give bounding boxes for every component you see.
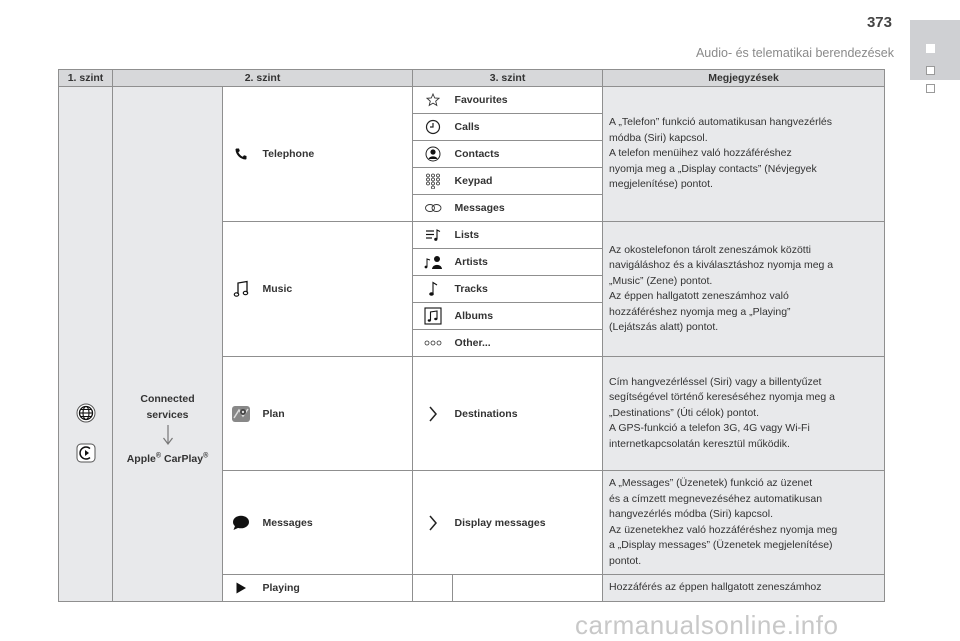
column-header-notes: Megjegyzések (603, 70, 885, 87)
level2-messages: Messages (259, 471, 413, 575)
globe-icon (76, 403, 96, 423)
plan-icon-cell (223, 357, 259, 471)
music-note-icon (233, 280, 249, 298)
level3-lists: Lists (453, 222, 603, 249)
tracks-icon-cell (413, 276, 453, 303)
level3-favourites: Favourites (453, 87, 603, 114)
level3-contacts: Contacts (453, 141, 603, 168)
speech-bubble-icon (232, 515, 250, 531)
level2-playing: Playing (259, 575, 413, 602)
carplay-icon (76, 443, 96, 463)
calls-icon-cell (413, 114, 453, 141)
keypad-icon-cell (413, 168, 453, 195)
chapter-tab[interactable] (926, 66, 935, 75)
level2-telephone: Telephone (259, 87, 413, 222)
messages-level2-icon-cell (223, 471, 259, 575)
phone-icon-cell (223, 87, 259, 222)
more-dots-icon (424, 339, 442, 347)
keypad-icon (425, 173, 441, 189)
empty-cell (413, 575, 453, 602)
music-icon-cell (223, 222, 259, 357)
note-playing: Hozzáférés az éppen hallgatott zeneszámhoz (603, 575, 885, 602)
note-messages: A „Messages” (Üzenetek) funkció az üzenet és a címzett megnevezéséhez automatikusan hangvezérlés módba (Siri) kapcsol. Az üzenetekhez való hozzáféréshez nyomja meg a „Display messages” (Üzenetek megjelenítése) pontot. (603, 471, 885, 575)
level2-music: Music (259, 222, 413, 357)
level3-keypad: Keypad (453, 168, 603, 195)
play-icon (235, 582, 247, 594)
playlist-icon (425, 228, 441, 242)
note-music: Az okostelefonon tárolt zeneszámok közötti navigáláshoz és a kiválasztáshoz nyomja meg a „Music” (Zene) pontot. Az éppen hallgatott zeneszámhoz való hozzáféréshez nyomja meg a „Playing” (Lejátszás alatt) pontot. (603, 222, 885, 357)
level3-albums: Albums (453, 303, 603, 330)
star-icon (426, 93, 440, 107)
track-note-icon (427, 281, 439, 297)
destinations-icon-cell (413, 357, 453, 471)
column-header-level3: 3. szint (413, 70, 603, 87)
note-telephone: A „Telefon” funkció automatikusan hangvezérlés módba (Siri) kapcsol. A telefon menüihez való hozzáféréshez nyomja meg a „Display contacts” (Névjegyek megjelenítése) pontot. (603, 87, 885, 222)
chevron-right-icon (428, 405, 438, 423)
apple-carplay-label: Apple® CarPlay® (126, 452, 209, 466)
contacts-icon-cell (413, 141, 453, 168)
artist-icon (423, 254, 443, 270)
level1-icons (59, 87, 113, 602)
display-messages-icon-cell (413, 471, 453, 575)
chapter-tab-active[interactable] (910, 20, 960, 80)
level3-calls: Calls (453, 114, 603, 141)
column-header-level1: 1. szint (59, 70, 113, 87)
chapter-tab[interactable] (926, 84, 935, 93)
level3-other: Other... (453, 330, 603, 357)
chat-bubbles-icon (424, 202, 442, 214)
level1-connected-services: Connected services Apple® CarPlay® (113, 87, 223, 602)
clock-icon (425, 119, 441, 135)
level3-messages: Messages (453, 195, 603, 222)
level3-display-messages: Display messages (453, 471, 603, 575)
playing-icon-cell (223, 575, 259, 602)
menu-table (58, 69, 885, 602)
favourites-icon-cell (413, 87, 453, 114)
level3-tracks: Tracks (453, 276, 603, 303)
section-title: Audio- és telematikai berendezések (695, 46, 894, 60)
messages-icon-cell (413, 195, 453, 222)
chevron-right-icon (428, 514, 438, 532)
page-number: 373 (866, 14, 892, 31)
lists-icon-cell (413, 222, 453, 249)
contact-icon (425, 146, 441, 162)
level3-artists: Artists (453, 249, 603, 276)
note-plan: Cím hangvezérléssel (Siri) vagy a billentyűzet segítségével történő kereséséhez nyomja meg a „Destinations” (Úti célok) pontot. A GPS-funkció a telefon 3G, 4G vagy Wi-Fi internetkapcsolatán keresztül működik. (603, 357, 885, 471)
watermark: carmanualsonline.info (575, 610, 839, 640)
level2-plan: Plan (259, 357, 413, 471)
phone-icon (234, 147, 248, 161)
album-icon (424, 307, 442, 325)
albums-icon-cell (413, 303, 453, 330)
level3-destinations: Destinations (453, 357, 603, 471)
map-icon (231, 404, 251, 424)
column-header-level2: 2. szint (113, 70, 413, 87)
artists-icon-cell (413, 249, 453, 276)
empty-cell (453, 575, 603, 602)
other-icon-cell (413, 330, 453, 357)
arrow-down-icon (162, 425, 174, 447)
